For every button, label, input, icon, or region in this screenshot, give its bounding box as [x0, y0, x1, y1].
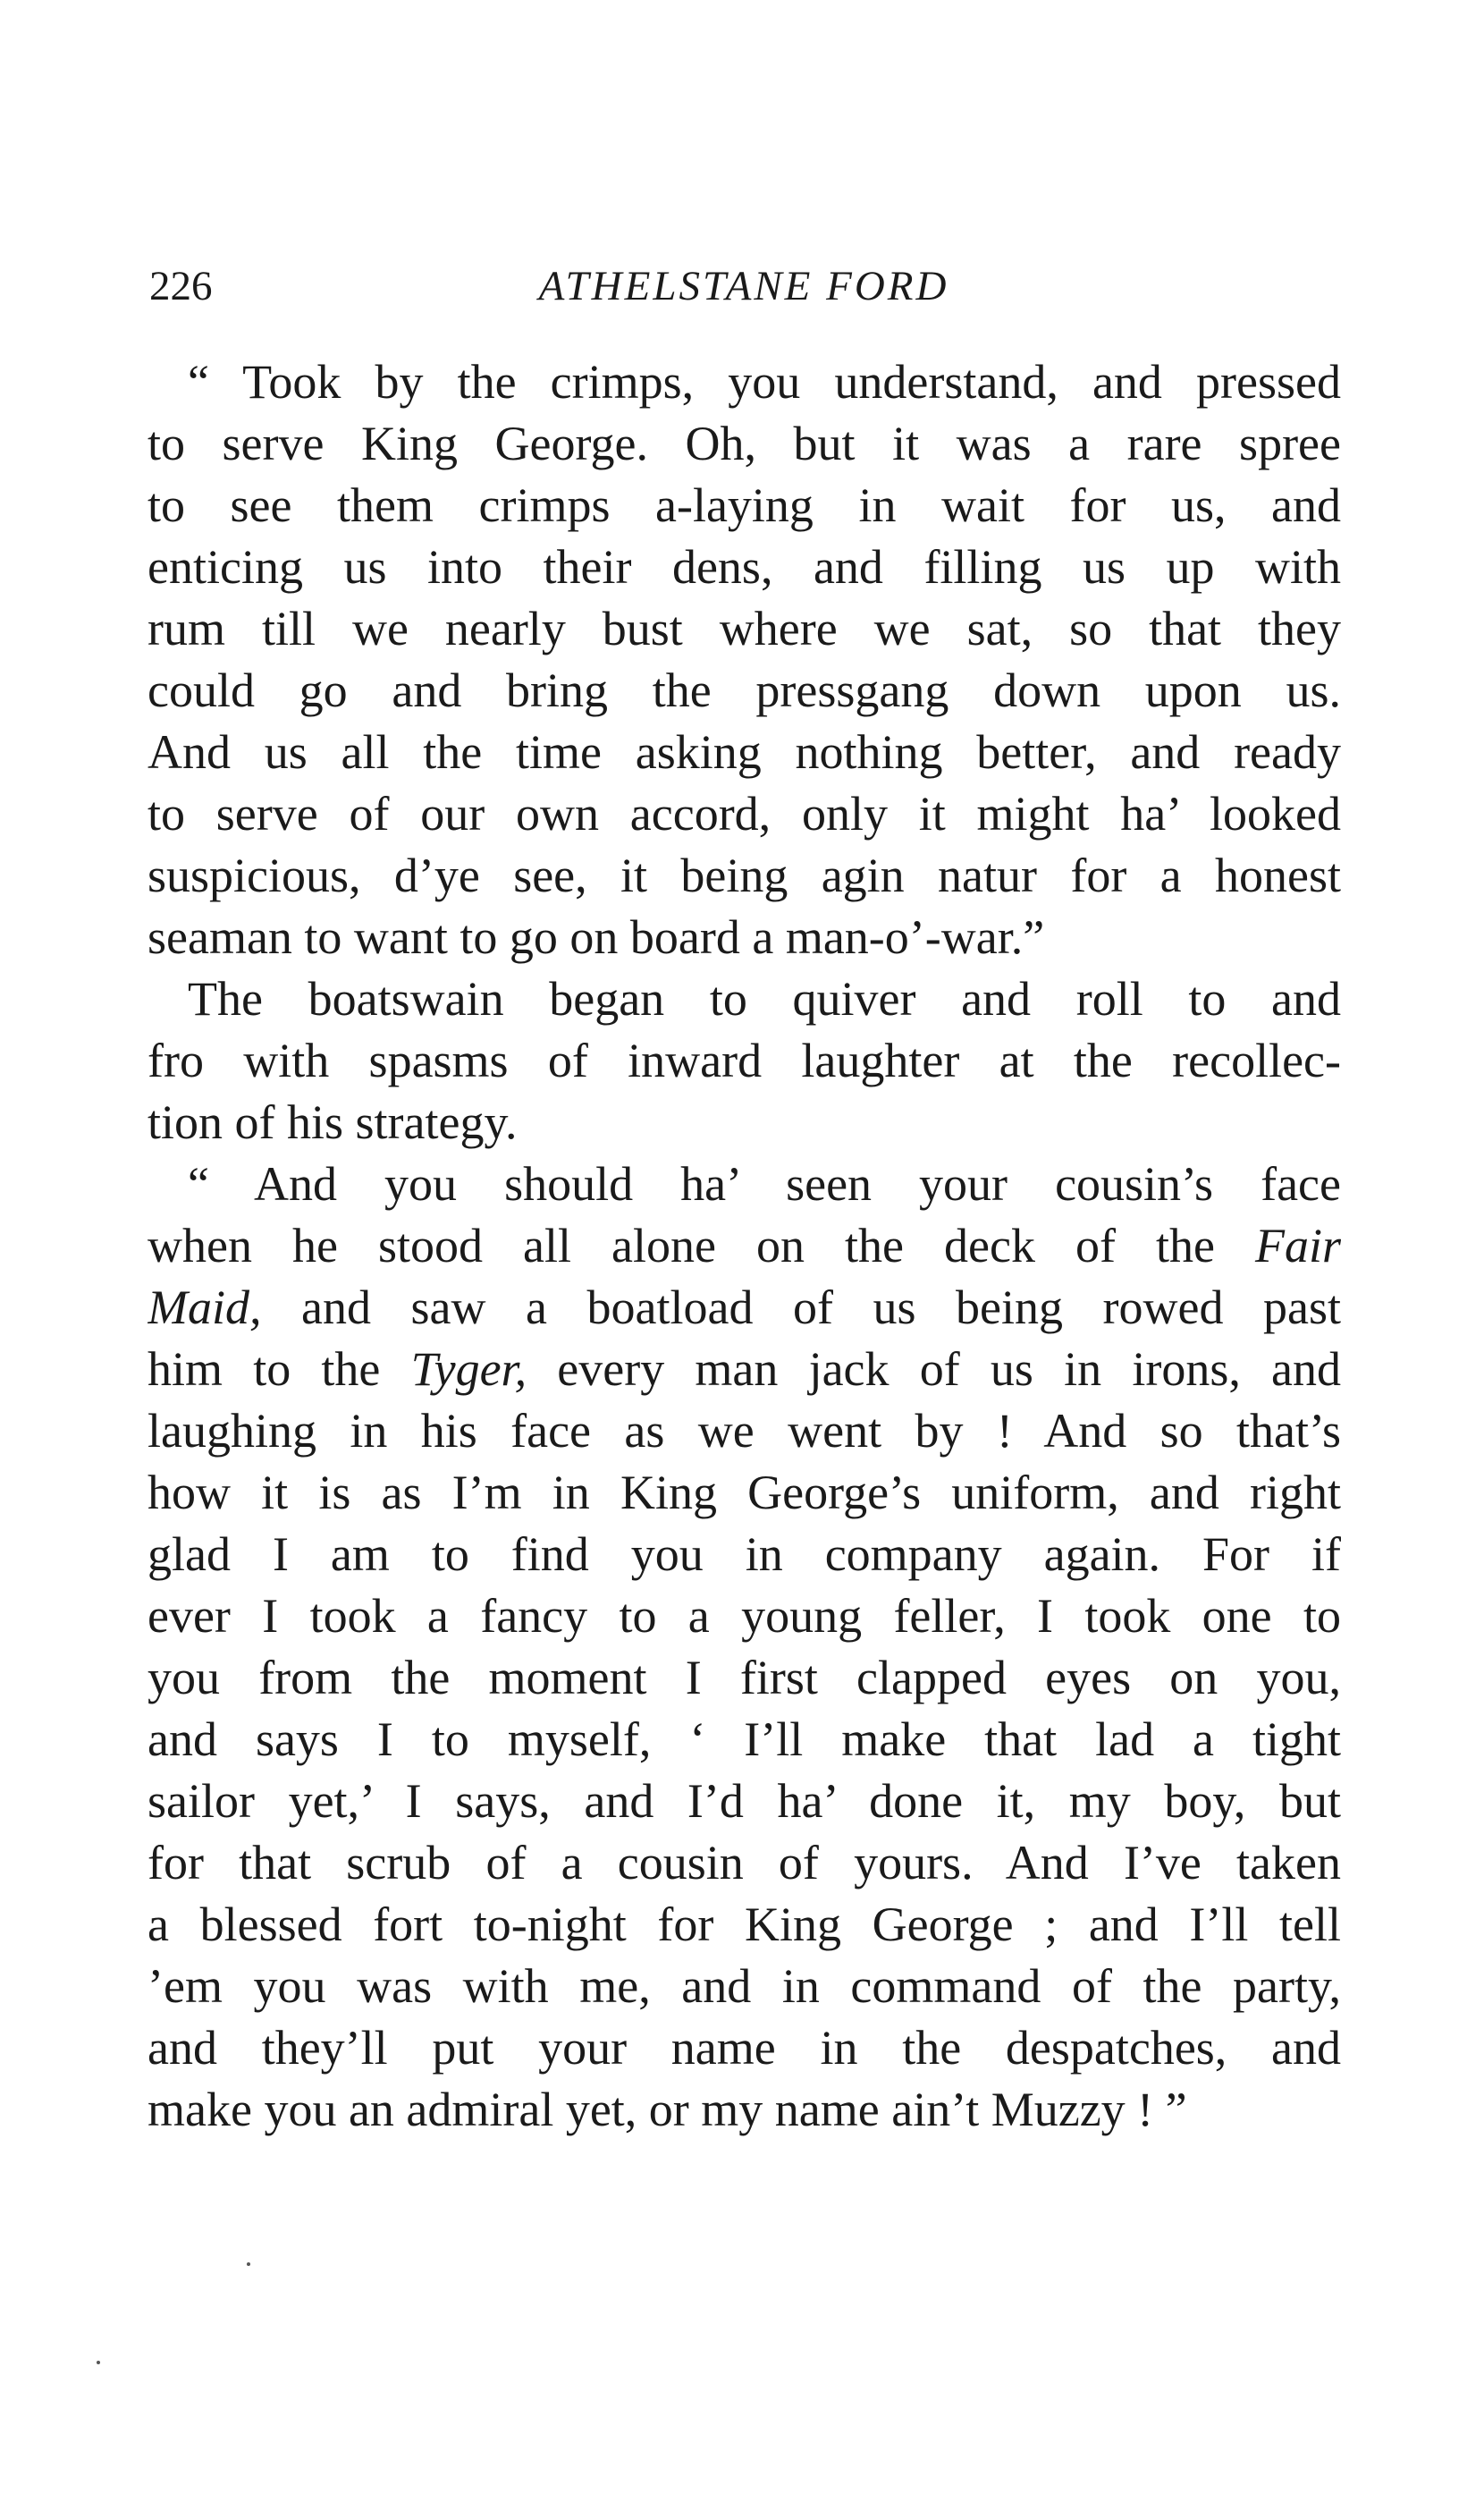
ship-name-italic: Tyger,: [410, 1342, 527, 1396]
text-line: seaman to want to go on board a man-o’-war.”: [148, 910, 1045, 964]
text-line: sailor yet,’ I says, and I’d ha’ done it, my boy, but: [148, 1774, 1341, 1828]
text-line: [148, 1215, 1341, 1277]
paper-speck: [97, 2361, 100, 2364]
text-line: And us all the time asking nothing better, and ready: [148, 725, 1341, 779]
text-line: [148, 1339, 1341, 1400]
text-line: make you an admiral yet, or my name ain’t Muzzy ! ”: [148, 2083, 1187, 2136]
text-line: a blessed fort to-night for King George ; and I’ll tell: [148, 1898, 1341, 1951]
text-segment: when he stood all alone on the deck of the: [148, 1219, 1215, 1272]
text-line: could go and bring the pressgang down upon us.: [148, 664, 1341, 717]
text-line: fro with spasms of inward laughter at the recollec-: [148, 1034, 1341, 1087]
text-line: how it is as I’m in King George’s uniform, and right: [148, 1466, 1341, 1519]
running-head: [149, 255, 1338, 317]
text-line: “ Took by the crimps, you understand, and pressed: [188, 355, 1341, 409]
text-line: glad I am to find you in company again. For if: [148, 1527, 1341, 1581]
ship-name-italic: Fair: [1254, 1219, 1341, 1272]
text-segment: and saw a boatload of us being rowed past: [301, 1281, 1341, 1334]
text-line: rum till we nearly bust where we sat, so that they: [148, 602, 1341, 655]
text-line: “ And you should ha’ seen your cousin’s face: [188, 1157, 1341, 1211]
text-line: suspicious, d’ye see, it being agin natur for a honest: [148, 849, 1341, 902]
text-segment: him to the: [148, 1342, 381, 1396]
text-line: The boatswain began to quiver and roll to and: [188, 972, 1341, 1026]
text-line: and says I to myself, ‘ I’ll make that lad a tight: [148, 1712, 1341, 1766]
text-line: enticing us into their dens, and filling us up with: [148, 540, 1341, 594]
body-text: [148, 351, 1341, 2141]
text-segment: every man jack of us in irons, and: [557, 1342, 1341, 1396]
text-line: tion of his strategy.: [148, 1095, 518, 1149]
text-line: and they’ll put your name in the despatches, and: [148, 2021, 1341, 2075]
text-line: to see them crimps a-laying in wait for us, and: [148, 478, 1341, 532]
text-line: you from the moment I first clapped eyes on you,: [148, 1651, 1341, 1704]
text-line: for that scrub of a cousin of yours. And I’ve taken: [148, 1836, 1341, 1889]
text-line: laughing in his face as we went by ! And so that’s: [148, 1404, 1341, 1458]
text-line: [148, 1277, 1341, 1339]
text-line: ’em you was with me, and in command of the party,: [148, 1959, 1341, 2013]
page-number: 226: [149, 263, 213, 309]
text-line: to serve of our own accord, only it might ha’ looked: [148, 787, 1341, 841]
text-line: to serve King George. Oh, but it was a rare spree: [148, 417, 1341, 470]
text-line: ever I took a fancy to a young feller, I took one to: [148, 1589, 1341, 1643]
running-title: ATHELSTANE FORD: [538, 263, 949, 309]
ship-name-italic: Maid,: [148, 1281, 262, 1334]
paper-speck: [247, 2262, 250, 2266]
